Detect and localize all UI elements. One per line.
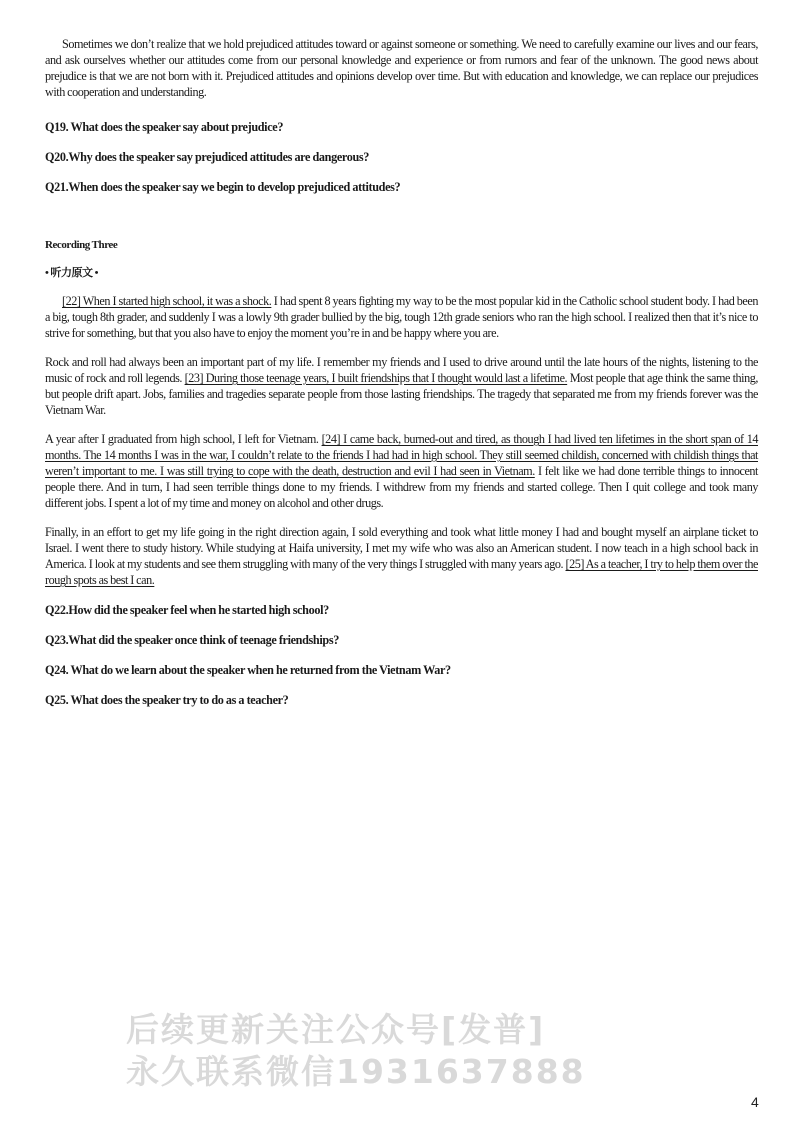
question-23: Q23.What did the speaker once think of teenage friendships? <box>45 633 339 647</box>
answer-24-underline: [24] I came back, burned-out and tired, as though I had lived ten lifetimes in the short span of 14 months. The 14 months I was in the war, I couldn’t relate to the friends I had had in high school. They still seemed childish, concerned with childish things that weren’t important to me. I was still trying to cope with the death, destruction and evil I had seen in Vietnam. <box>45 432 758 478</box>
paragraph-3-text-after: I felt like we had done terrible things to innocent people there. And in turn, I had seen terrible things done to my friends. I withdrew from my friends and started college. Then I quit college and took many different jobs. I spent a lot of my time and money on alcohol and other drugs. <box>45 464 758 510</box>
question-20: Q20.Why does the speaker say prejudiced attitudes are dangerous? <box>45 150 370 164</box>
watermark-line-2: 永久联系微信1931637888 <box>126 1052 586 1091</box>
paragraph-3-text-before: A year after I graduated from high school, I left for Vietnam. <box>45 432 322 446</box>
paragraph-1-text: I had spent 8 years fighting my way to be the most popular kid in the Catholic school student body. I had been a big, tough 8th grader, and suddenly I was a lowly 9th grader bullied by the big, tough 12th grade seniors who ran the high school. I realized then that it’s nice to strive for something, but that you also have to enjoy the moment you’re in and be happy where you are. <box>45 294 758 340</box>
watermark-line-1: 后续更新关注公众号[发普] <box>126 1010 546 1049</box>
intro-paragraph: Sometimes we don’t realize that we hold prejudiced attitudes toward or against someone or something. We need to carefully examine our lives and our fears, and ask ourselves whether our attitudes come from our personal knowledge and experience or from rumors and fear of the unknown. The good news about prejudice is that we are not born with it. Prejudiced attitudes and opinions develop over time. But with education and knowledge, we can replace our prejudices with cooperation and understanding. <box>45 37 758 99</box>
paragraph-2-text-before: Rock and roll had always been an important part of my life. I remember my friends and I used to drive around until the late hours of the nights, listening to the music of rock and roll legends. <box>45 355 758 385</box>
question-25: Q25. What does the speaker try to do as a teacher? <box>45 693 289 707</box>
section-subtitle: • 听力原文 • <box>45 267 99 279</box>
document-page <box>45 36 758 708</box>
question-19: Q19. What does the speaker say about prejudice? <box>45 120 284 134</box>
question-21: Q21.When does the speaker say we begin to develop prejudiced attitudes? <box>45 180 401 194</box>
question-24: Q24. What do we learn about the speaker when he returned from the Vietnam War? <box>45 663 451 677</box>
transcript-paragraph-2 <box>45 354 758 418</box>
section-title: Recording Three <box>45 239 118 251</box>
transcript-paragraph-4 <box>45 524 758 588</box>
answer-23-underline: [23] During those teenage years, I built friendships that I thought would last a lifetime. <box>184 371 568 385</box>
page-number: 4 <box>751 1094 759 1110</box>
question-22: Q22.How did the speaker feel when he started high school? <box>45 603 329 617</box>
answer-22-underline: [22] When I started high school, it was a shock. <box>62 294 272 308</box>
paragraph-2-text-after: Most people that age think the same thing, but people drift apart. Jobs, families and tragedies separate people from those lasting friendships. The tragedy that separated me from my friends forever was the Vietnam War. <box>45 371 758 417</box>
paragraph-4-text-before: Finally, in an effort to get my life going in the right direction again, I sold everything and took what little money I had and bought myself an airplane ticket to Israel. I went there to study history. While studying at Haifa university, I met my wife who was also an American student. I now teach in a high school back in America. I look at my students and see them struggling with many of the very things I struggled with many years ago. <box>45 525 758 571</box>
transcript-paragraph-3 <box>45 431 758 511</box>
answer-25-underline: [25] As a teacher, I try to help them over the rough spots as best I can. <box>45 557 758 587</box>
transcript-paragraph-1 <box>45 293 758 341</box>
